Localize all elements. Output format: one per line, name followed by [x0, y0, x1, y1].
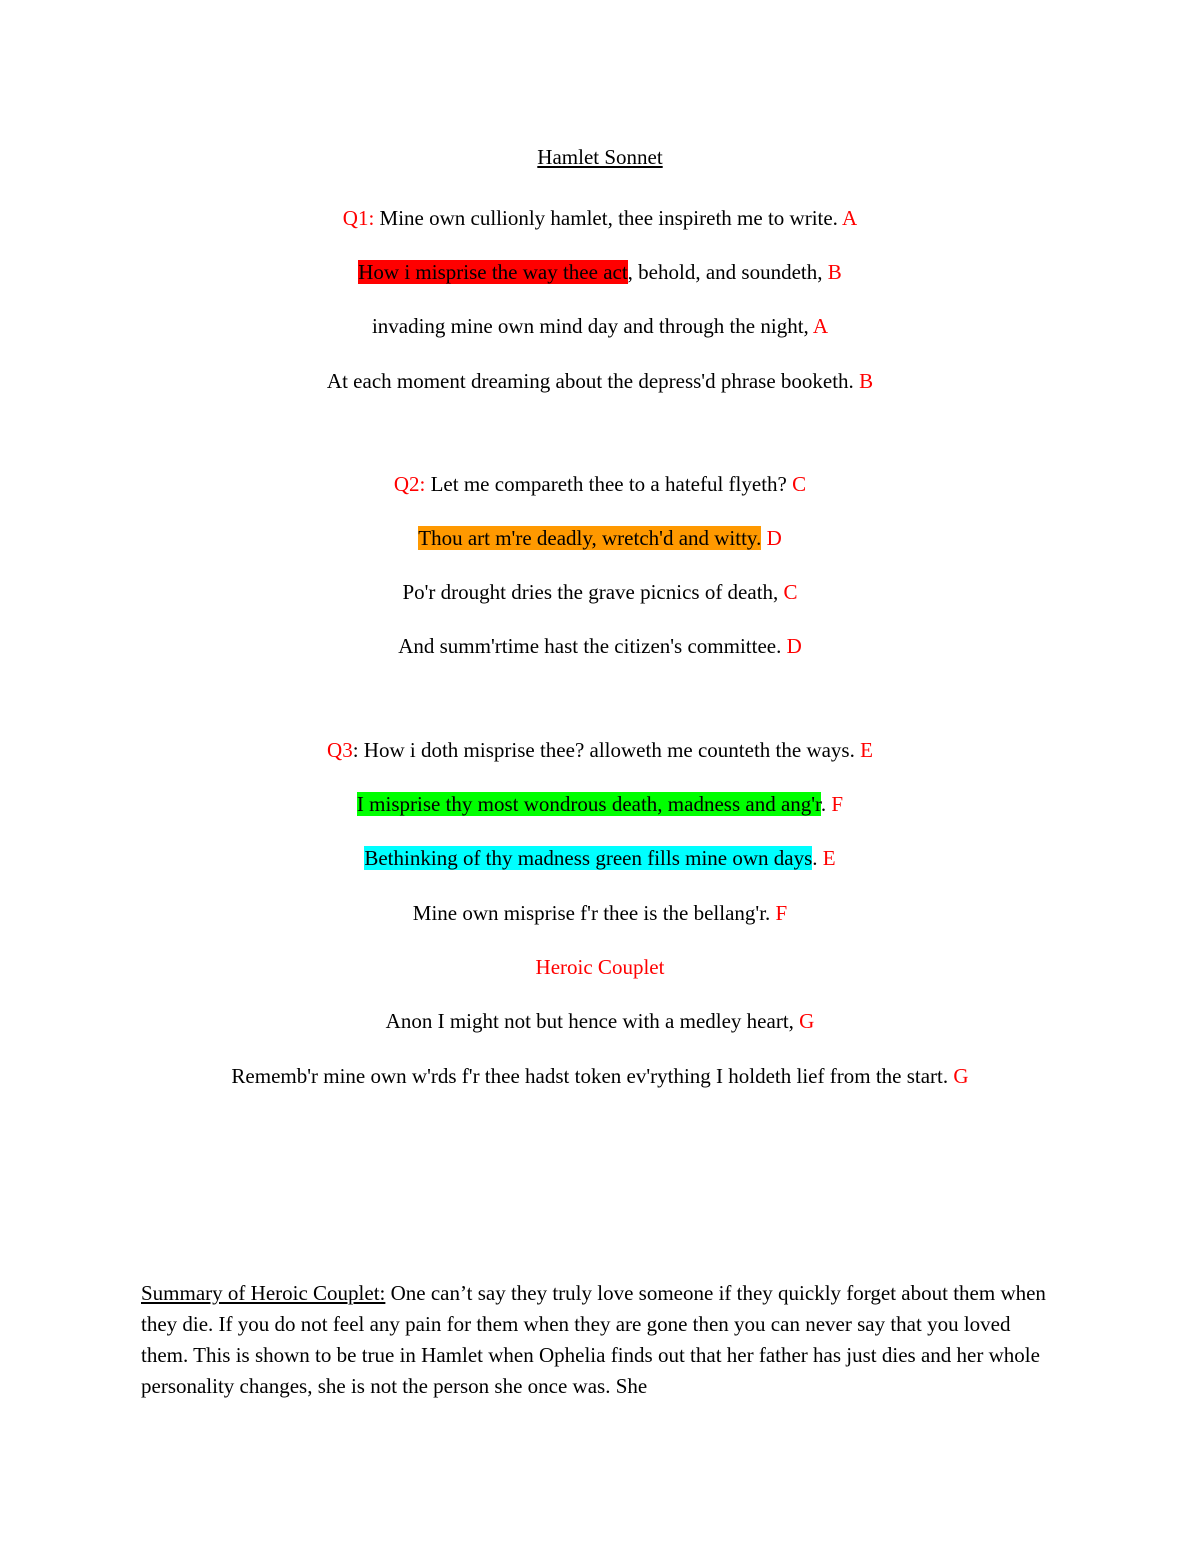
- q2-line-2-highlight: Thou art m're deadly, wretch'd and witty.: [418, 526, 762, 550]
- summary-paragraph: [141, 1278, 1061, 1402]
- couplet-heading: Heroic Couplet: [535, 955, 665, 979]
- q1-line-4: [0, 367, 1200, 395]
- q2-line-3-rhyme: C: [783, 580, 798, 604]
- q2-line-1-rhyme: C: [792, 472, 807, 496]
- q1-line-3-rhyme: A: [812, 314, 829, 338]
- q2-line-4: [0, 632, 1200, 660]
- q2-line-3-text: Po'r drought dries the grave picnics of death,: [402, 580, 784, 604]
- q1-line-4-text: At each moment dreaming about the depress'd phrase booketh.: [326, 369, 860, 393]
- couplet-line-2-rhyme: G: [953, 1064, 969, 1088]
- couplet-line-2-text: Rememb'r mine own w'rds f'r thee hadst token ev'rything I holdeth lief from the start.: [231, 1064, 954, 1088]
- q2-line-3: [0, 578, 1200, 606]
- q3-line-2-text: .: [820, 792, 832, 816]
- couplet-line-1: [0, 1007, 1200, 1035]
- q3-line-4-rhyme: F: [775, 901, 788, 925]
- summary-text: One can’t say they truly love someone if they quickly forget about them when they die. If you do not feel any pain for them when they are gone then you can never say that you loved them. This is shown to be true in Hamlet when Ophelia finds out that her father has just dies and her whole personality changes, she is not the person she once was. She: [141, 1281, 1046, 1398]
- q1-line-1: [0, 204, 1200, 232]
- q3-line-3: [0, 844, 1200, 872]
- q2-line-1: [0, 470, 1200, 498]
- q1-line-2: [0, 258, 1200, 286]
- q3-line-2-rhyme: F: [831, 792, 844, 816]
- q2-line-4-text: And summ'rtime hast the citizen's committee.: [398, 634, 787, 658]
- q2-line-1-text: Let me compareth thee to a hateful flyeth?: [425, 472, 793, 496]
- q3-line-2: [0, 790, 1200, 818]
- q3-line-1-text: : How i doth misprise thee? alloweth me counteth the ways.: [352, 738, 861, 762]
- q1-line-2-highlight: How i misprise the way thee act: [358, 260, 628, 284]
- q3-line-3-text: .: [812, 846, 823, 870]
- q3-line-4: [0, 899, 1200, 927]
- page-title: Hamlet Sonnet: [537, 145, 663, 169]
- q3-line-3-rhyme: E: [822, 846, 836, 870]
- q3-line-3-highlight: Bethinking of thy madness green fills mine own days: [364, 846, 813, 870]
- q2-line-4-rhyme: D: [786, 634, 802, 658]
- q2-line-2: [0, 524, 1200, 552]
- couplet-line-1-text: Anon I might not but hence with a medley heart,: [385, 1009, 800, 1033]
- q3-line-2-highlight: I misprise thy most wondrous death, madness and ang'r: [356, 792, 821, 816]
- q1-line-1-rhyme: A: [842, 206, 858, 230]
- q1-line-3-text: invading mine own mind day and through the night,: [371, 314, 813, 338]
- q3-label: Q3: [327, 738, 353, 762]
- q1-label: Q1:: [342, 206, 375, 230]
- q2-line-2-rhyme: D: [766, 526, 782, 550]
- q1-line-2-rhyme: B: [827, 260, 842, 284]
- q1-line-4-rhyme: B: [859, 369, 874, 393]
- q3-line-1: [0, 736, 1200, 764]
- q1-line-3: [0, 312, 1200, 340]
- q1-line-2-text: , behold, and soundeth,: [627, 260, 828, 284]
- summary-label: Summary of Heroic Couplet:: [141, 1281, 386, 1305]
- q1-line-1-text: Mine own cullionly hamlet, thee inspireth me to write.: [374, 206, 843, 230]
- q3-line-1-rhyme: E: [860, 738, 873, 762]
- q2-label: Q2:: [393, 472, 426, 496]
- couplet-line-1-rhyme: G: [799, 1009, 815, 1033]
- couplet-line-2: [0, 1062, 1200, 1090]
- q3-line-4-text: Mine own misprise f'r thee is the bellang'r.: [412, 901, 776, 925]
